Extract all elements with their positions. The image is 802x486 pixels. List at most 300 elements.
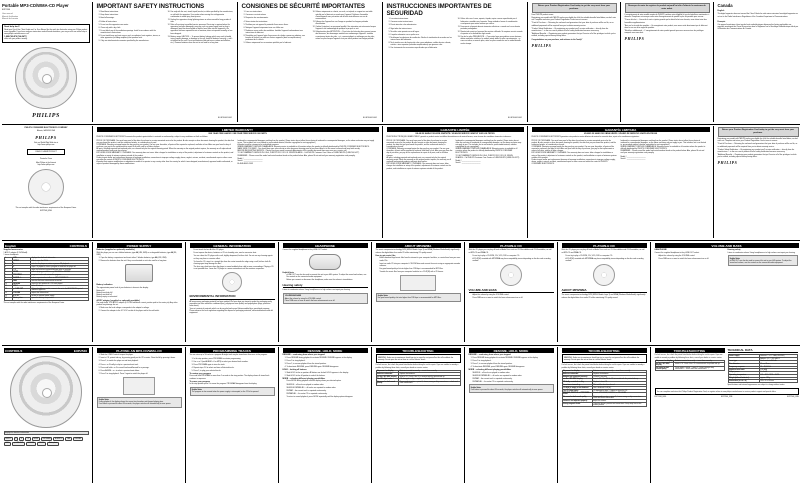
safety-fr-list-b xyxy=(312,11,379,45)
technical-data-heading: TECHNICAL DATA xyxy=(728,348,798,353)
hearing-safety-body-b: Listen at a moderate volume. Using headphones at a high volume can impair your hearing. xyxy=(727,251,796,254)
list-item: 2. Remove the batteries from the set if they are exhausted or not to be used for a long time. xyxy=(101,260,182,262)
footer-code: EXP2546_ENG xyxy=(40,210,52,213)
registration-fr-body: L'enregistrement de votre modèle auprès de PHILIPS confirme votre éligibilité à tous les bénéfices mentionnés ci-dessous. Remplissez et renvoyez votre carte d'enregistrement de produit le plus tôt possible pour assurer : xyxy=(624,14,710,19)
canada-panel xyxy=(716,3,800,121)
list-item: • You can clean the CD player with a soft, slightly dampened, lint-free cloth. Do not use any cleaning agents as they may have a corrosive effect. xyxy=(194,255,275,259)
control-desc: socket for external power supply xyxy=(30,295,88,298)
list-item: 13. Battery usage CAUTION — To prevent battery leakage which may result in bodily injury, property damage, or damage to the unit: Install all batteries correctly, + and - as marked on the unit. Do not mix batteries (old and new or carbon and alkaline, etc.). Remove batteries when the unit is not used for a long time. xyxy=(171,36,234,45)
power-supply-heading: POWER SUPPLY xyxy=(97,243,182,248)
how-to-get-music-list xyxy=(376,257,461,273)
list-item: • REPEAT ALL – the entire CD is repeated continuously. xyxy=(473,381,554,383)
warranty-en xyxy=(95,127,380,237)
button-resume[interactable]: RESUME xyxy=(74,438,82,440)
trouble-remedy: Insert a CD. Check if the CD is inserted with the printed side up. xyxy=(674,363,724,367)
adapter-body: Use only the AY 3170 AC/DC adapter (4.5 V/500 mA direct current, positive pole to the center pin). Any other product may damage the set. xyxy=(96,302,178,307)
warranty-fr xyxy=(385,127,525,237)
control-name: Battery door xyxy=(12,298,30,301)
battery-door[interactable]: Battery door xyxy=(48,443,58,445)
safety-es-list-a xyxy=(387,18,454,50)
resume-hold-mode-heading-es: RESUME, HOLD, MODE xyxy=(469,348,554,353)
eu-compliance-note: This set complies with the radio interference requirements of the European Union. xyxy=(3,302,65,304)
trouble-remedy: Replace / clean CD. xyxy=(592,381,646,384)
mp3-play-steps xyxy=(97,354,182,374)
mode-hint-es-1: If no button is pressed for about 30 seconds, the player switches off automatically to save power. xyxy=(470,388,543,391)
canada-fr-body: Cet appareil numérique n'émet pas de bruits radioélectriques dépassant les limites applicables aux appareils numériques de Classe B prescrites dans le Règlement sur le Brouillage Radioélectrique édicté par le Ministère des Communications du Canada. xyxy=(717,24,799,31)
programming-section xyxy=(188,348,276,483)
trouble-symptom: RESUME, SHUFFLE or PROGRAM is active xyxy=(563,393,591,396)
spec-value: 140 x 28 x 140 mm xyxy=(759,380,797,383)
about-mp3-section xyxy=(374,243,462,343)
control-desc: skips and searches backward/forward within a track/disc xyxy=(30,269,88,272)
registration-fr-item-1: *Preuve d'achat — L'envoi de la carte ci-jointe garantit que la date d'achat sera classée, vous évitant ainsi des formalités supplémentaires. xyxy=(624,19,707,24)
warranty-en-para-10: MAKE SURE YOU KEEP... You should keep your sales receipt or other document showing proof of purchase. Attach it to this owner's manual and keep both nearby. xyxy=(237,148,360,151)
switch-hold[interactable]: HOLD xyxy=(5,443,10,445)
cd-insert-illustration xyxy=(123,377,155,395)
control-name: ∞ § xyxy=(12,269,30,272)
control-name: PROGRAM xyxy=(12,274,30,277)
warranty-es-title: GARANTÍA LIMITADA xyxy=(532,127,710,132)
environmental-body-1: All unnecessary packaging material has been omitted. We have done our utmost to make the packaging easily separable into three materials: cardboard (box), polystyrene foam (buffer) and polyethylene (bags, protective foam sheet). xyxy=(189,300,272,307)
company-panel xyxy=(2,127,90,237)
list-item: • Press DBB once or more to switch the bass enhancement on or off. xyxy=(659,258,725,260)
spec-label: Output power xyxy=(728,372,759,375)
list-item: • Do not try to play a CD-ROM, CDi, VCD, DVD or computer CD. xyxy=(473,255,554,257)
warranty-fr-title: GARANTIE LIMITÉE xyxy=(387,127,524,132)
safety-es-title: INSTRUCCIONES IMPORTANTES DE SEGURIDAD xyxy=(386,3,492,17)
list-item: 10. Utilice sólo con el carro, soporte, trípode, repisa o mesa especificado por el fabricante o vendido con el aparato. Tenga cuidado al mover la combinación carro/aparato para evitar lesiones por vuelco. xyxy=(461,18,524,24)
trouble-symptom: Adapter not connected securely xyxy=(562,376,592,379)
mode-heading-es: MODE – selecting different playing possibilities xyxy=(468,369,512,372)
warranty-en-para-8: A product used for commercial or institutional purposes. xyxy=(237,143,280,146)
recycle-note: This set complies with the radio interference requirements of the European Union. xyxy=(15,206,77,209)
general-information-section xyxy=(188,243,276,343)
general-info-list xyxy=(190,249,275,270)
list-item: • Do not try to play a CD-ROM, CDi, VCD, DVD or computer CD. xyxy=(566,255,647,257)
support-phone-note: while with your product nearby. xyxy=(4,38,28,41)
warranty-es-model-field: Model # ____________________ xyxy=(620,155,646,158)
control-desc: stops CD playback, clears a program or switches the player off xyxy=(30,266,88,269)
warranty-fr-para-1: PROOF OF PURCHASE: You must have proof of the date of purchase to receive warranted service for the product. A sales receipt or other document showing the product, the date that you purchased the product, and the authorized retailer, is considered such proof. xyxy=(386,139,447,149)
warranty-en-para-12: TO GET WARRANTY SERVICE IN U.S.A., PUERTO RICO OR U.S. VIRGIN ISLANDS... Call PHILIPS Customer Care Center at 1-888-PHILIPS (1-888-744-5477). xyxy=(237,152,360,155)
warranty-en-para-1: PROOF OF PURCHASE: You must have proof of the date of purchase to receive warranted service for the product. A sales receipt or other document showing the product, the date that you purchased the product, and the authorized retailer, is considered such proof. xyxy=(96,139,235,144)
list-item: 3. Press 2; to switch the player on and start playback. xyxy=(101,360,182,362)
company-line-5: Printed in China xyxy=(39,158,52,161)
programming-body: You can store up to 50 tracks in a program. A single track may be stored more than once in the program. xyxy=(189,354,268,357)
mode-steps-es xyxy=(469,372,554,383)
top-view-diagram xyxy=(10,356,82,428)
control-num: 14 xyxy=(4,295,12,298)
control-num: 2 xyxy=(4,260,12,263)
trouble-remedy: Adjust the volume. xyxy=(592,400,646,403)
spec-value: approx. 180 g xyxy=(759,377,797,380)
class1-label: CLASS 1 LASER PRODUCT xyxy=(27,149,65,156)
list-item: 2. Press 9 to stop playback. xyxy=(473,360,554,362)
trouble-symptom: no disc / NO DISC display xyxy=(376,376,399,379)
support-phone: 1-888-PHILIPS (744-5477) xyxy=(4,36,27,39)
trouble-symptom: Strong magnetic fields xyxy=(562,403,592,407)
mp3-play-heading: PLAYING AN MP3-CD/WMA-CD xyxy=(97,348,182,353)
control-name: OPEN 2 xyxy=(12,260,30,263)
list-item: • SHUFFLE REPEAT ALL – all tracks are repeated in random order. xyxy=(287,387,368,389)
warranty-en-model-field: Model # ____________________ xyxy=(237,157,263,160)
button-stop[interactable]: 9 xyxy=(21,438,23,440)
registration-en-item-3: *Additional Benefits — Registering your product guarantees that you'll receive all of the privileges to which you're entitled, including special money-saving offers. xyxy=(531,33,616,38)
technical-data-panel xyxy=(653,348,800,483)
company-title: PHILIPS CONSUMER ELECTRONICS COMPANY xyxy=(24,127,68,129)
about-mp3-body-b: The music compression technology MP3 (MPEG1 Audio Layer 3) and WMA (Windows Media Audio) significantly reduces the digital data of an audio CD while maintaining CD quality sound. xyxy=(561,294,646,299)
canada-en-body: This digital apparatus does not exceed the Class B limits for radio noise emissions from digital apparatus as set out in the Radio Interference Regulations of the Canadian Department of Communications. xyxy=(717,13,798,18)
list-item: 2. Press 9 to stop playback. xyxy=(287,360,368,362)
service-notice-text: You can complete and return this Philips Product Registration Card, or register online at www.philips.com/welcome to receive product support and special offers. xyxy=(656,390,777,393)
trouble-remedy: Connect it securely. xyxy=(592,376,646,379)
list-item: 3. Press 2; to resume playback from the stored position. xyxy=(287,363,368,365)
technical-data-table xyxy=(728,354,798,383)
warranty-es-para-4: Product repair and/or part replacement because of improper installation, connections to improper voltage supply, abuse, neglect, misuse, accident, unauthorized repair or other cause not within the control of PHILIPS CONSUMER ELECTRONICS. xyxy=(531,158,616,166)
jack-line-out[interactable]: p / LINE OUT xyxy=(14,443,24,445)
mode-steps xyxy=(283,380,368,397)
resume-hold-mode-section-es xyxy=(467,348,555,483)
warranty-fr-model-field: Model # ____________________ xyxy=(455,159,481,162)
list-item: • Either download legal music files from the internet to your computer hard disc, or create them from your own audio CDs. xyxy=(380,257,461,261)
spec-label: Laser type xyxy=(728,360,759,363)
environmental-heading: ENVIRONMENTAL INFORMATION xyxy=(190,294,275,299)
list-item: • Do not touch the lens A of the CD player. xyxy=(194,249,275,251)
battery-level-one-third: Battery one-third full xyxy=(96,293,112,296)
trouble-symptom: No power / no display xyxy=(656,361,673,363)
control-desc: 3.5 mm headphone socket, connects the set to the AUX/LINE IN input of additional appliance xyxy=(30,288,88,292)
spec-label: Operating temperature xyxy=(728,374,759,377)
playable-cd-body: With this CD player you can play all kinds of Audio Discs such as CD-Recordables and CD-Rewritables, as well as MP3-CD and WMA-CD. xyxy=(468,249,552,254)
playable-cd-heading-b: PLAYABLE CD xyxy=(562,243,647,248)
warranty-es-para-2: COVERAGE: Warranty coverage begins the day you buy your product. For one year thereafter, all parts will be repaired or replaced, and labor is free. After one year from the day of purchase, you pay for the replacement or repair of all parts, and for all labor charges. xyxy=(531,146,615,153)
resume-hold-mode-heading: RESUME, HOLD, MODE xyxy=(283,348,368,353)
trouble-remedy: Pause mode is active — press 2;. Loose, wrong or dirty connections — check and clean connections. xyxy=(674,367,724,371)
list-item: 1. Press RESUME during playback to activate RESUME. RESUME appears in the display. xyxy=(287,357,368,359)
volume-bass-box xyxy=(283,293,368,304)
warranty-en-para-13: REMEMBER... Please record the model and serial numbers found on the product below. Also, please fill out and mail your warranty registration card promptly. xyxy=(237,154,356,157)
list-item: • Adjust the volume by using the VOLUME control. xyxy=(473,294,554,296)
mp3-note-body: For good sound quality a bit rate higher than 128 kbps is recommended for MP3 files. xyxy=(377,297,442,300)
registration-es xyxy=(716,127,800,237)
disc-cleaning-illustration xyxy=(222,272,242,292)
headphone-hints-heading: Helpful hints xyxy=(282,271,294,274)
list-item: 2. Keep these instructions. xyxy=(101,14,164,16)
canada-en-title: English xyxy=(717,10,725,12)
warranty-fr-para-4: EXCLUDED FROM WARRANTY COVERAGE: Your warranty does not cover: labor charges for installation or setup of the product, adjustment of customer controls on the product, and installation or repair of antenna systems outside of the product. xyxy=(386,163,451,170)
trouble-remedy: Batteries inserted incorrectly — insert them correctly. xyxy=(674,360,724,363)
socket-dc-in[interactable]: 4.5V DC xyxy=(38,443,45,445)
playable-cd-heading: PLAYABLE CD xyxy=(469,243,554,248)
list-item: • Transfer the music files from your computer hard disc to a CD-R(W) with a CD burner. xyxy=(380,271,461,273)
control-name: ALBUM +/- xyxy=(12,277,30,280)
hints-box-item: p/LINE OUT can also be used to connect this set to your HiFi system. To adjust the sound and volume, use the controls on the connected audio equipment. xyxy=(729,259,792,264)
trouble-symptom: Batteries exhausted xyxy=(376,373,399,376)
list-item: 5. Do not use this apparatus near water. xyxy=(101,24,164,26)
service-notice-box xyxy=(655,388,799,395)
list-item: 7. No bloquee las aberturas de ventilación. Realice la instalación de acuerdo con las instrucciones del fabricante. xyxy=(391,37,454,41)
safety-fr-title: CONSIGNES DE SÉCURITÉ IMPORTANTES xyxy=(241,3,365,10)
safety-es xyxy=(385,3,525,121)
power-supply-section xyxy=(95,243,183,343)
control-desc: displays the disc/track information xyxy=(30,258,88,261)
warranty-es-lead: PHILIPS CONSUMER ELECTRONICS garantiza este producto contra defectos de material o mano de obra, sujeto a las condiciones siguientes: xyxy=(531,136,640,139)
warranty-en-para-11: BEFORE REQUESTING SERVICE... Please check your owner's manual. Adjustments of the controls discussed there may save you a service call. xyxy=(237,150,347,153)
supplied-item-2: 1 stereo headphone xyxy=(3,253,19,256)
control-num: 13 xyxy=(4,292,12,295)
hearing-safety-heading: Hearing safety xyxy=(283,283,368,288)
adapter-heading: AC/DC adapter (supplied or optionally available) xyxy=(96,299,140,302)
trouble-heading: TROUBLESHOOTING xyxy=(562,348,647,353)
trouble-remedy: Insert a CD. Check if the CD is inserted with the printed side up. xyxy=(399,376,460,379)
manual-english-controls xyxy=(2,243,90,343)
company-line-6: Meet Philips at the Internet xyxy=(35,161,57,164)
control-num: 15 xyxy=(4,298,12,301)
registration-fr-title: Renvoyez la carte de registre de produit aujourd'hui afin d'obtenir le maximum de votre achat. xyxy=(625,3,710,13)
trouble-remedy: Pause mode is active — press 2;. Loose, wrong or dirty connections — check and clean connections. xyxy=(592,396,646,400)
trouble-remedy: Batteries inserted incorrectly — insert them correctly. xyxy=(399,370,460,373)
list-item: • REPEAT – the current track is repeated continuously. xyxy=(287,390,368,392)
battery-indication-body: The approximate power level of your batteries is shown in the display. xyxy=(96,286,149,289)
registration-en-salutation: Dear PHILIPS product owner: xyxy=(531,14,554,17)
cover-panel xyxy=(2,3,90,123)
volume-sub-heading: HEADPHONE xyxy=(654,249,667,252)
safety-en xyxy=(95,3,235,121)
registration-en-logo: PHILIPS xyxy=(531,42,552,48)
trouble-symptom: CD badly scratched or dirty xyxy=(562,381,592,384)
control-num: 1 xyxy=(4,258,12,261)
control-name: 2; xyxy=(12,263,30,266)
list-item: 2. Connect the adapter to the 4.5 V DC socket of the player and to the wall outlet. xyxy=(101,310,182,312)
control-desc: adjusts the volume level xyxy=(30,292,88,295)
spec-value: Semiconductor AlGaAs xyxy=(759,360,797,363)
list-item: 12. Confiez l'entretien à un personnel qualifié. Une réparation est nécessaire lorsque l'appareil a été endommagé de quelque façon que ce soit. xyxy=(316,26,379,30)
list-item: • To return to normal playback, press MODE repeatedly until the display options disappear. xyxy=(287,396,368,398)
control-desc: selects playing possibilities: e.g. SHUFFLE or REPEAT xyxy=(30,272,88,275)
company-logo: PHILIPS xyxy=(35,134,57,140)
battery-steps xyxy=(97,257,182,262)
hold-steps xyxy=(283,372,368,377)
list-item: 4. To deactivate RESUME, press RESUME again. RESUME disappears. xyxy=(473,366,554,368)
headphone-heading: HEADPHONE xyxy=(283,243,368,248)
batteries-body: With this player you can use: alkaline batteries, type AA (LR6, UM3) or rechargeable batteries, type AA (R6, UM3). xyxy=(96,251,177,256)
trouble-symptom: The CD skips tracks xyxy=(376,379,399,382)
program-review-heading: To review your program xyxy=(189,373,211,376)
cd-player-artwork xyxy=(15,47,77,109)
list-item: 3. Preste atención a las advertencias. xyxy=(391,24,454,26)
warranty-en-subtitle: ONE YEAR FREE LABOR / ONE YEAR FREE SERVICE ON PARTS xyxy=(208,132,267,135)
list-item: 3. Press 2; to resume playback from the stored position. xyxy=(473,363,554,365)
registration-fr-item-2: *Avis sur la sécurité des produits — En enregistrant votre produit, vous serez avisé directement par le fabricant dans le cas rare d'un rappel de produits. xyxy=(624,24,708,29)
mode-hints-heading-es: Helpful hints xyxy=(470,386,481,389)
playable-cd-body-b: With this CD player you can play all kinds of Audio Discs such as CD-Recordables and CD-Rewritables, as well as MP3-CD and WMA-CD. xyxy=(561,249,645,254)
list-item: • To clean the CD, wipe it in a straight line from the center towards the edge using a soft, lint-free cloth. A cleaning agent may damage the disc! xyxy=(194,261,275,265)
button-open[interactable]: OPEN 2 xyxy=(5,438,11,440)
trouble-remedy: Replace the batteries. xyxy=(592,373,646,376)
list-item: 4. Repeat steps 2-3 to select and store all desired tracks. xyxy=(194,367,275,369)
mp3-play-hint-1: During playback, the display shows the current track number and elapsed playing time. xyxy=(98,401,164,404)
spec-value: 20 – 20,000 Hz xyxy=(759,366,797,369)
warranty-es-serial-field: Serial # ____________________ xyxy=(620,157,646,160)
hints-box-heading: Helpful hints xyxy=(729,257,740,260)
warranty-fr-serial-field: Serial # ____________________ xyxy=(455,162,481,165)
battery-level-empty: Battery empty or exhausted xyxy=(96,296,118,299)
list-item: 5. No utilice este aparato cerca del agua. xyxy=(391,31,454,33)
mp3-play-section xyxy=(95,348,183,483)
lcd-text: displays the disc/track information xyxy=(5,432,30,434)
warranty-en-lead: PHILIPS CONSUMER ELECTRONICS warrants this product against defect in material or workmanship, subject to any conditions set forth as follows: xyxy=(96,136,208,139)
volume-panel-body: Connect the supplied headphone to the p/LINE OUT socket. xyxy=(654,251,700,254)
control-num: 6 xyxy=(4,272,12,275)
controls-diagram-panel xyxy=(2,348,90,483)
list-item: 4. To deactivate RESUME, press RESUME again. RESUME disappears. xyxy=(287,366,368,368)
trouble-body-es: If a fault occurs, first check the points listed below before taking the set for repair. If you are unable to remedy a problem by following these hints, consult your dealer or service center. xyxy=(375,364,459,369)
warranty-es-subtitle: UN AÑO DE MANO DE OBRA GRATIS / UN AÑO DE SERVICIO GRATIS EN PIEZAS xyxy=(583,132,658,135)
list-item: 1. Lisez ces instructions. xyxy=(246,11,309,13)
controls-diagram-label: CONTROLS xyxy=(5,348,23,353)
troubleshooting-section-es xyxy=(374,348,462,483)
spec-label: Frequency response xyxy=(728,366,759,369)
registration-es-item-2: *Product Safety Notification — By registering your product you'll receive notification — directly from the manufacturer — in the rare case a product recall or safety notification becomes necessary. xyxy=(717,148,795,153)
warranty-fr-subtitle: UN AN DE MAIN-D'OEUVRE GRATUITE / UN AN DE SERVICE GRATUIT SUR LES PIÈCES xyxy=(415,132,495,135)
list-item: 9. Only use attachments/accessories specified by the manufacturer. xyxy=(101,40,164,42)
battery-level-two-thirds: Battery two-thirds full xyxy=(96,291,113,294)
footer-code-fr: EXP2546_FRE xyxy=(720,395,733,398)
warranty-en-para-9: WHERE WARRANTY SERVICE IS AVAILABLE: Warranty service is available in all countries where the product is officially distributed by PHILIPS CONSUMER ELECTRONICS. xyxy=(237,146,370,149)
list-item: 1. In the stop position, press PROGRAM to activate programming. xyxy=(194,358,275,360)
warranty-en-para-6: A product that requires modification or adaptation to enable it to operate in any country other than the country for which it was designed, manufactured, approved and/or authorized, or repair of products damaged by these modifications. xyxy=(96,161,233,166)
playable-cd-illustration-b xyxy=(593,264,615,286)
list-item: 2. Slide HOLD to the off position to unlock the buttons. xyxy=(287,375,368,377)
company-line-4: http://www.philips.com xyxy=(37,143,55,146)
control-num: 11 xyxy=(4,285,12,288)
about-mp3-heading: ABOUT MP3/WMA xyxy=(376,243,461,248)
list-item: • SHUFFLE – all tracks are played in random order. xyxy=(473,372,554,374)
registration-en-body: Registering your model with PHILIPS makes you eligible for all of the valuable benefits listed below, so don't miss out. Complete and return your Product Registration Card at once to ensure: xyxy=(531,17,616,22)
warranty-fr-para-3: All parts, including repaired and replaced parts, are covered only for the original warranty period. When the warranty on the original product expires, the warranty on all replaced and repaired products and parts also expires. xyxy=(386,156,452,164)
list-item: • p/LINE OUT can also be used to connect this set to your HiFi system. To adjust the sound and volume, use the controls on the connected audio equipment. xyxy=(287,274,368,278)
trouble-symptom: No sound or bad sound quality xyxy=(376,381,399,385)
list-item: 5. Press 2; to play your selected tracks. xyxy=(194,370,275,372)
model-number: EXP2546 xyxy=(2,9,10,11)
mp3-play-hints-heading: Helpful hints xyxy=(98,399,109,401)
safety-fr xyxy=(240,3,380,121)
cd-disc-icon xyxy=(28,169,64,205)
registration-es-title: Return your Product Registration Card today to get the very most from your purchase. xyxy=(718,127,799,137)
list-item: • A CD-R(W) recorded with MP3/WMA may have compatibility issues depending on the disc and recording method. xyxy=(473,258,554,262)
about-mp3-body: The music compression technology MP3 (MPEG1 Audio Layer 3) and WMA (Windows Media Audio) significantly reduces the digital data of an audio CD while maintaining CD quality sound. xyxy=(375,249,460,254)
footer-code-es: EXP2546_SPA xyxy=(787,395,799,398)
warranty-es-para-1: PROOF OF PURCHASE: You must have proof of the date of purchase to receive warranted service for the product. A sales receipt or other document showing the product, the date that you purchased the product, and the authorized retailer, is considered such proof. xyxy=(531,139,617,146)
trouble-remedy: Replace the batteries. xyxy=(399,373,460,376)
button-mode[interactable]: MODE xyxy=(33,438,39,440)
button-dbb[interactable]: DBB xyxy=(67,438,71,440)
spec-value: Batteries: 2 x 1.5 V AA (LR6/UM3) xyxy=(759,355,797,358)
button-play-pause[interactable]: 2; xyxy=(15,438,17,440)
resume-steps xyxy=(283,357,368,368)
button-program[interactable]: PROGRAM xyxy=(42,438,51,440)
trouble-symptom: No sound or bad sound quality xyxy=(655,367,674,371)
warranty-fr-para-7: TO GET WARRANTY SERVICE IN U.S.A., PUERTO RICO OR U.S. VIRGIN ISLANDS... Call PHILIPS Customer Care Center at 1-888-PHILIPS (1-888-744-5477). xyxy=(455,154,520,159)
control-num: 7 xyxy=(4,274,12,277)
table-row xyxy=(728,380,797,383)
trouble-remedy: Batteries inserted incorrectly — insert them correctly. xyxy=(592,370,646,373)
registration-es-body: Registering your model with PHILIPS makes you eligible for all of the valuable benefits listed below, so don't miss out. Complete and return your Product Registration Card at once to ensure: xyxy=(717,138,799,143)
trouble-warning-es: WARNING: Under no circumstances should you try to repair the set yourself as this will invalidate the warranty. Do not open the set as there is a risk of electric shock. xyxy=(376,354,461,363)
headphone-illustration xyxy=(309,254,341,270)
battery-level-full: Battery full xyxy=(96,289,105,292)
playable-cd-illustration xyxy=(500,264,522,286)
trouble-warning: WARNING: Under no circumstances should you try to repair the set yourself as this will invalidate the warranty. Do not open the set as there is a risk of electric shock. xyxy=(562,354,647,363)
list-item: 4. Follow all instructions. xyxy=(101,21,164,23)
program-erase-heading: To erase your program xyxy=(189,380,210,383)
canada-fr-title: Français xyxy=(717,20,726,23)
table-row xyxy=(562,403,646,407)
control-volume[interactable]: VOLUME xyxy=(27,443,35,445)
safety-en-list-a xyxy=(97,11,164,45)
list-item: • For good sound quality a bit rate higher than 128 kbps is recommended for MP3 files. xyxy=(380,268,461,270)
registration-fr-logo: PHILIPS xyxy=(624,36,645,42)
supplied-item-1: 1 AC/DC adapter (4.5V/500mA) xyxy=(3,251,28,254)
control-num: 8 xyxy=(4,277,12,280)
list-item: 9. Utilisez uniquement les accessoires spécifiés par le fabricant. xyxy=(246,42,309,44)
trouble-remedy: Switch off RESUME, SHUFFLE or PROGRAM. xyxy=(592,392,646,396)
list-item: 4. Siga todas las instrucciones. xyxy=(391,28,454,30)
trouble-remedy: CD damaged or dirty — replace or clean the CD. xyxy=(399,379,460,382)
table-row xyxy=(4,298,88,301)
list-item: • SHUFFLE REPEAT ALL – all tracks are repeated in random order. xyxy=(473,375,554,377)
trouble-heading-es: TROUBLESHOOTING xyxy=(376,348,461,353)
registration-es-item-3: *Additional Benefits — Registering your product guarantees that you'll receive all of the privileges to which you're entitled, including special money-saving offers. xyxy=(717,154,797,159)
warranty-es-para-7: REMEMBER... Please record the model and serial numbers found on the product below. Also, please fill out and mail your warranty registration card promptly. xyxy=(620,150,705,155)
programming-heading: PROGRAMMING TRACKS xyxy=(190,348,275,353)
list-item: 6. Límpielo solamente con un paño seco. xyxy=(391,34,454,36)
list-item: 10. Utilisez uniquement un chariot, un socle, un trépied, un support ou une table spécifié par le fabricant ou vendu avec l'appareil. Déplacez l'ensemble chariot/appareil avec précaution afin d'éviter toute blessure en cas de renversement. xyxy=(316,11,379,20)
trouble-body-b: If a fault occurs, first check the points listed below before taking the set for repair. If you are unable to remedy a problem by following these hints, consult your dealer or service center. xyxy=(654,354,723,359)
button-album[interactable]: ALBUM +/- xyxy=(55,438,63,440)
control-desc: selects a previous/next album on MP3-CD/WMA-CD xyxy=(30,277,88,280)
doc-title: Portable MP3-CD/WMA-CD Player xyxy=(2,3,69,8)
warranty-fr-para-5: Incidental or consequential damages resulting from the product. (Some states do not allow the exclusion of incidental or consequential damages, so the above exclusion may not apply to you. This includes, but is not limited to, prerecorded material, whether copyrighted or not copyrighted.) xyxy=(455,139,522,149)
warranty-en-para-7: Incidental or consequential damages resulting from the product. (Some states do not allow the exclusion of incidental or consequential damages, so the above exclusion may not apply to you. This includes, but is not limited to, prerecorded material, whether copyrighted or not copyrighted.) xyxy=(237,139,375,144)
list-item: 8. No lo instale cerca de fuentes de calor como radiadores, salidas de aire caliente, estufas u otros aparatos (incluidos amplificadores) que generen calor. xyxy=(391,42,454,46)
lcd-display xyxy=(4,431,89,435)
registration-en xyxy=(530,3,618,121)
safety-fr-list-a xyxy=(242,11,309,45)
trouble-table-es xyxy=(376,370,461,386)
trouble-symptom: Batteries exhausted xyxy=(562,373,592,376)
resume-hold-mode-section xyxy=(281,348,369,483)
list-item: 12. Refer all servicing to qualified service personnel. Servicing is required when the apparatus has been damaged in any way, such as power-supply cord or plug is damaged, liquid has been spilled or objects have fallen into the apparatus, the apparatus has been exposed to rain or moisture, does not operate normally, or has been dropped. xyxy=(171,24,234,35)
registration-es-logo: PHILIPS xyxy=(717,160,738,166)
control-desc: switches the bass enhancement on and off xyxy=(30,280,88,283)
registration-fr-item-3: *Bénéfices additionnels — L'enregistrement de votre produit garantit que vous recevrez tous les privilèges auxquels vous avez droit. xyxy=(624,30,704,35)
list-item: • Press DBB once or more to switch the bass enhancement on or off. xyxy=(473,297,554,299)
resume-steps-es xyxy=(469,357,554,368)
hold-heading: HOLD – locking all buttons xyxy=(282,369,307,372)
mp3-note-heading: Helpful hints xyxy=(377,295,388,298)
trouble-symptom: The CD skips tracks xyxy=(562,390,592,393)
trouble-symptom: Laser lens steamed up xyxy=(562,384,592,387)
warranty-es-para-6: WHERE WARRANTY SERVICE IS AVAILABLE: Warranty service is available in all countries where the product is officially distributed by PHILIPS CONSUMER ELECTRONICS. xyxy=(620,146,706,151)
volume-item-1: Adjust the volume by using the VOLUME control. xyxy=(284,297,322,300)
spec-label: Power supply xyxy=(728,355,759,358)
trouble-symptom: no disc / NO DISC display xyxy=(562,379,592,382)
list-item: 9. Use únicamente los accesorios especificados por el fabricante. xyxy=(391,47,454,49)
button-skip[interactable]: ∞ § xyxy=(26,438,30,440)
volume-bass-heading-3: VOLUME AND BASS xyxy=(655,243,799,248)
list-item: 8. N'installez pas l'appareil près d'une source de chaleur comme un radiateur, une bouche de chaleur, un poêle ou d'autres appareils (dont les amplificateurs) produisant de la chaleur. xyxy=(246,35,309,41)
